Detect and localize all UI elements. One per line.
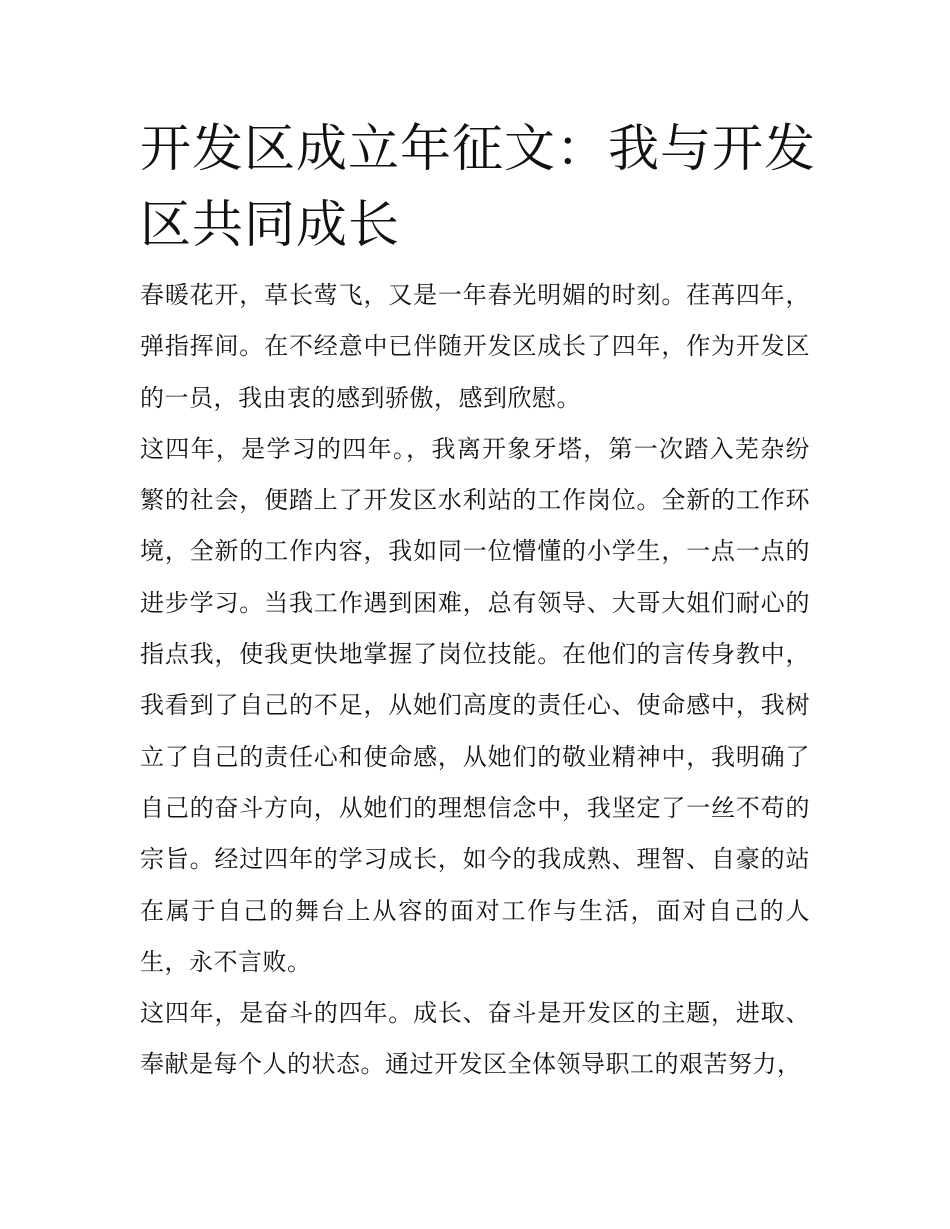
paragraph-2: 这四年，是学习的四年。，我离开象牙塔，第一次踏入芜杂纷繁的社会，便踏上了开发区水利站的工作岗位。全新的工作环境，全新的工作内容，我如同一位懵懂的小学生，一点一点的进步学习。当我工作遇到困难，总有领导、大哥大姐们耐心的指点我，使我更快地掌握了岗位技能。在他们的言传身教中，我看到了自己的不足，从她们高度的责任心、使命感中，我树立了自己的责任心和使命感，从她们的敬业精神中，我明确了自己的奋斗方向，从她们的理想信念中，我坚定了一丝不苟的宗旨。经过四年的学习成长，如今的我成熟、理智、自豪的站在属于自己的舞台上从容的面对工作与生活，面对自己的人生，永不言败。 — [140, 434, 810, 976]
paragraph-3: 这四年，是奋斗的四年。成长、奋斗是开发区的主题，进取、奉献是每个人的状态。通过开发区全体领导职工的艰苦努力， — [140, 999, 810, 1079]
paragraph-1: 春暖花开，草长莺飞，又是一年春光明媚的时刻。荏苒四年，弹指挥间。在不经意中已伴随开发区成长了四年，作为开发区的一员，我由衷的感到骄傲，感到欣慰。 — [140, 281, 810, 412]
document-body — [140, 270, 810, 1091]
document-title: 开发区成立年征文：我与开发区共同成长 — [140, 120, 817, 255]
